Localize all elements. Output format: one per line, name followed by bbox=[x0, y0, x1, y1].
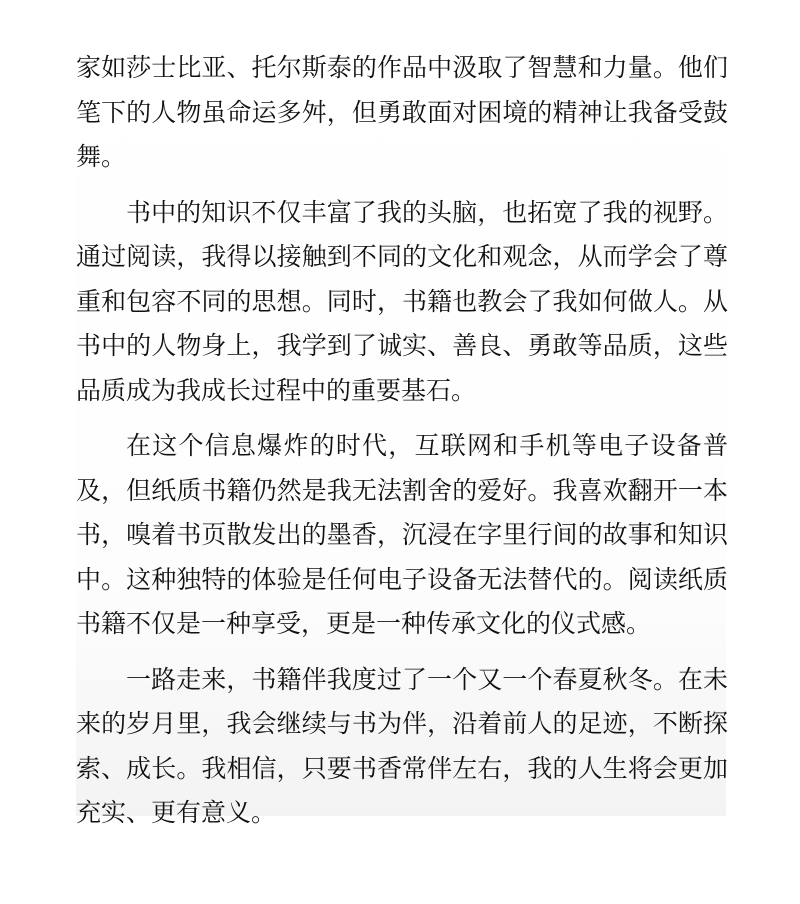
paragraph-4: 一路走来，书籍伴我度过了一个又一个春夏秋冬。在未来的岁月里，我会继续与书为伴，沿着前人的足迹，不断探索、成长。我相信，只要书香常伴左右，我的人生将会更加充实、更有意义。 bbox=[76, 664, 728, 827]
document-body bbox=[76, 46, 728, 847]
paragraph-1: 家如莎士比亚、托尔斯泰的作品中汲取了智慧和力量。他们笔下的人物虽命运多舛，但勇敢面对困境的精神让我备受鼓舞。 bbox=[76, 53, 728, 171]
paragraph-2: 书中的知识不仅丰富了我的头脑，也拓宽了我的视野。通过阅读，我得以接触到不同的文化和观念，从而学会了尊重和包容不同的思想。同时，书籍也教会了我如何做人。从书中的人物身上，我学到了诚实、善良、勇敢等品质，这些品质成为我成长过程中的重要基石。 bbox=[76, 197, 728, 405]
paragraph-3: 在这个信息爆炸的时代，互联网和手机等电子设备普及，但纸质书籍仍然是我无法割舍的爱好。我喜欢翻开一本书，嗅着书页散发出的墨香，沉浸在字里行间的故事和知识中。这种独特的体验是任何电子设备无法替代的。阅读纸质书籍不仅是一种享受，更是一种传承文化的仪式感。 bbox=[76, 431, 728, 638]
